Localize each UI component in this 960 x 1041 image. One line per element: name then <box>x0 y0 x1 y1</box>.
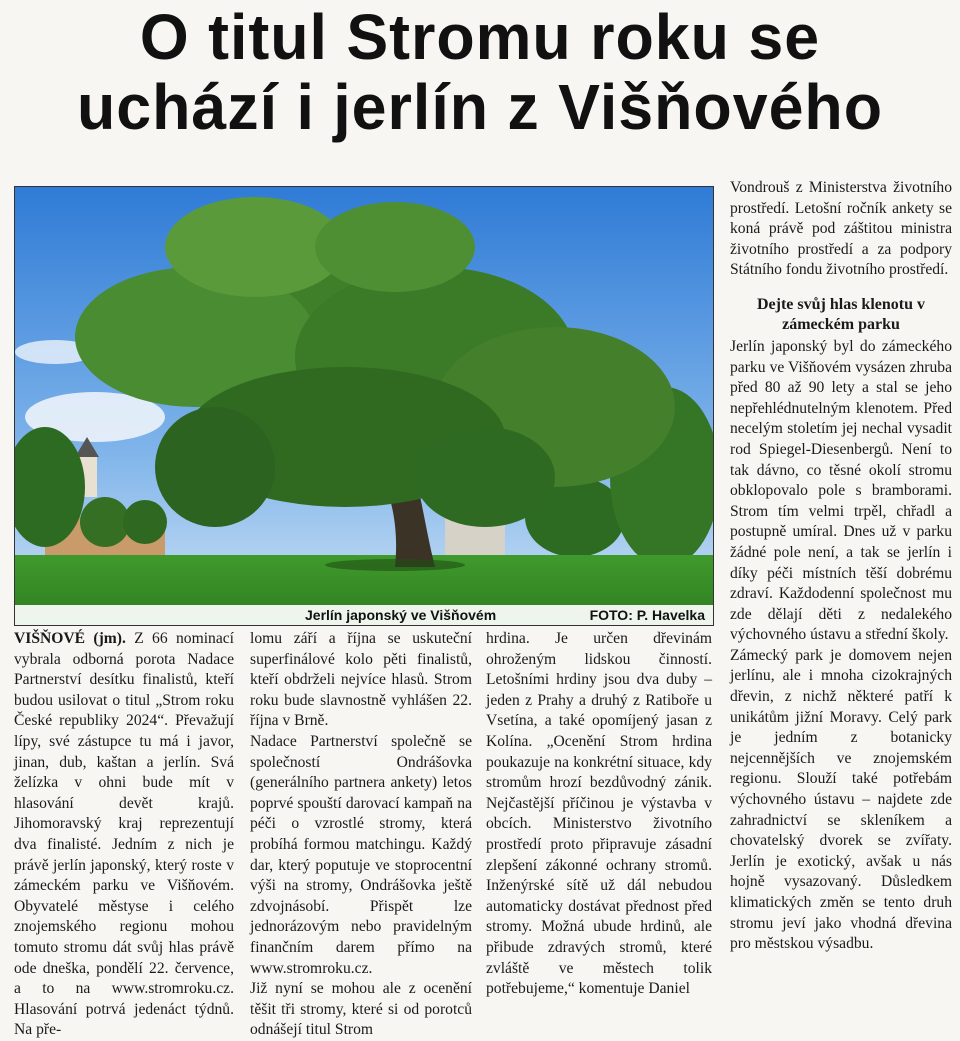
column-2-paragraph-2: Nadace Partnerství společně se společností Ondrášovka (generálního partnera ankety) letos poprvé spouští darovací kampaň na péči o vzrostlé stromy, která probíhá formou matchingu. Každý dar, který poputuje ve stoprocentní výši na stromy, Ondrášovka ještě zdvojnásobí. Přispět lze jednorázovým nebo pravidelným finančním darem přímo na www.stromroku.cz. <box>250 732 472 977</box>
column-2 <box>250 629 472 1041</box>
column-2-paragraph-1: lomu září a října se uskuteční superfinálové kolo pěti finalistů, kteří obdrželi nejvíce hlasů. Strom roku bude slavnostně vyhlášen 22. října v Brně. <box>250 630 472 730</box>
photo-credit: FOTO: P. Havelka <box>589 607 705 623</box>
column-1 <box>14 629 234 1041</box>
subheading: Dejte svůj hlas klenotu v zámeckém parku <box>756 295 925 333</box>
photo-caption: Jerlín japonský ve Višňovém <box>305 607 497 623</box>
column-4-paragraph-3: Zámecký park je domovem nejen jerlínu, ale i mnoha cizokrajných dřevin, z nichž některé patří k unikátům jižní Moravy. Celý park je jedním z botanicky nejcennějších ve znojemském regionu. Slouží také potřebám výchovného ústavu – najdete zde zahradnictví se skleníkem a chovatelský dvorek se zvířaty. Jerlín je exotický, avšak u nás hojně vysazovaný. Důsledkem klimatických změn se tento druh stromu jeví jako vhodná dřevina pro městskou výsadbu. <box>730 646 952 953</box>
tree-photo-illustration <box>15 187 713 625</box>
column-4-paragraph-2: Jerlín japonský byl do zámeckého parku ve Višňovém vysázen zhruba před 80 až 90 lety a stal se jeho nepřehlédnutelným klenotem. Před necelým stoletím jej nechal vysadit rod Spiegel-Diesenbergů. Není to tak dávno, co těsné okolí stromu obklopovalo pole s bramborami. Strom tím velmi trpěl, chřadl a postupně umíral. Dnes už v parku žádné pole není, a tak se jerlín i díky péči místních těší dobrému zdraví. Každodenní společnost mu zde dělají děti z nedalekého výchovného ústavu a střední školy. <box>730 337 952 644</box>
tree-photo <box>14 186 714 626</box>
column-4 <box>730 178 952 955</box>
column-3-paragraph-1: hrdina. Je určen dřevinám ohroženým lidskou činností. Letošními hrdiny jsou dva duby – jeden z Prahy a druhý z Ratiboře u Vsetína, a také opomíjený jasan z Kolína. „Ocenění Strom hrdina poukazuje na konkrétní situace, kdy stromům hrozí bezdůvodný zánik. Nejčastější příčinou je výstavba v obcích. Ministerstvo životního prostředí proto připravuje zásadní zlepšení zákonné ochrany stromů. Inženýrské sítě už dál nebudou automaticky dostávat přednost před stromy. Možná ubude hrdinů, ale přibude zdravých stromů, které zvláště ve městech tolik potřebujeme,“ komentuje Daniel <box>486 630 712 998</box>
headline-line-1: O titul Stromu roku se <box>139 1 821 73</box>
column-3 <box>486 629 712 1000</box>
column-4-paragraph-1: Vondrouš z Ministerstva životního prostředí. Letošní ročník ankety se koná právě pod záštitou ministra životního prostředí a za podpory Státního fondu životního prostředí. <box>730 179 952 279</box>
dateline: VIŠŇOVÉ (jm). <box>14 630 126 647</box>
photo-caption-bar <box>15 605 713 625</box>
column-1-text: Z 66 nominací vybrala odborná porota Nadace Partnerství desítku finalistů, kteří budou usilovat o titul „Strom roku České republiky 2024“. Převažují lípy, své zástupce tu má i javor, jinan, dub, kaštan a jerlín. Svá želízka v ohni bude mít v hlasování devět krajů. Jihomoravský kraj reprezentují dva finalisté. Jedním z nich je právě jerlín japonský, který roste v zámeckém parku ve Višňovém. Obyvatelé městyse i celého znojemského regionu mohou tomuto stromu dát svůj hlas právě ode dneška, pondělí 22. července, a to na www.stromroku.cz. Hlasování potrvá jedenáct týdnů. Na pře- <box>14 630 235 1039</box>
headline-line-2: uchází i jerlín z Višňového <box>76 71 884 143</box>
column-2-paragraph-3: Již nyní se mohou ale z ocenění těšit tři stromy, které si od porotců odnášejí titul Strom <box>250 980 472 1039</box>
headline <box>10 2 951 142</box>
